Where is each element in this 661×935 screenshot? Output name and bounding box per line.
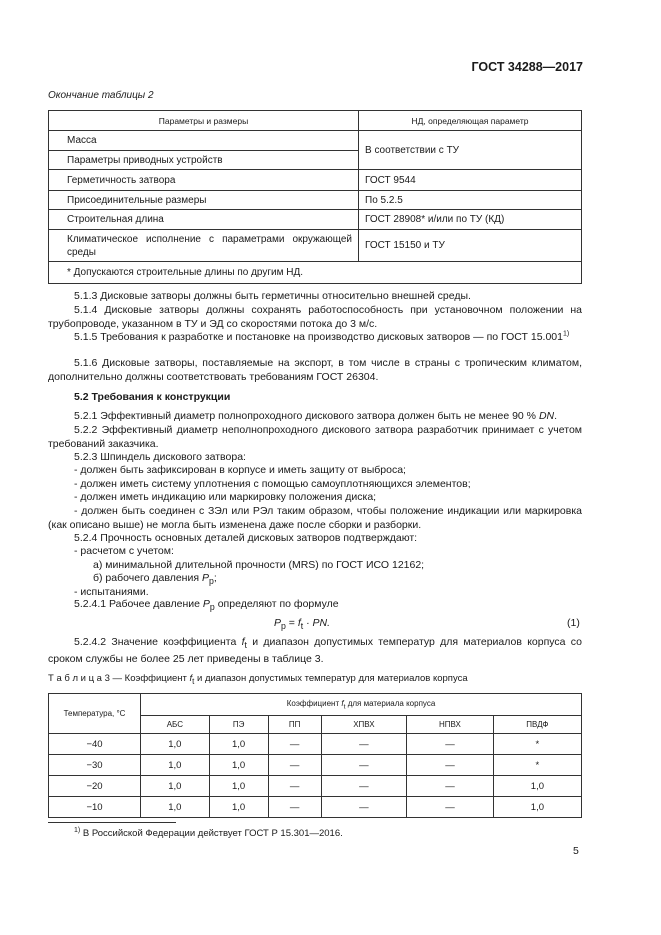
paragraph-5-2-4-1: 5.2.4.1 Рабочее давление $P_р$ определяют по формуле bbox=[74, 598, 339, 613]
list-item: - должен быть зафиксирован в корпусе и иметь защиту от выброса; bbox=[74, 464, 406, 476]
nd-cell: По 5.2.5 bbox=[359, 191, 582, 210]
paragraph-5-1-5: 5.1.5 Требования к разработке и постановке на производство дисковых затворов — по ГОСТ 15.001$^{1)}$ bbox=[74, 330, 570, 343]
value-cell: 1,0 bbox=[209, 755, 268, 776]
page-footnote: $^{1)}$ В Российской Федерации действует ГОСТ Р 15.301—2016. bbox=[74, 826, 343, 839]
param-cell: Строительная длина bbox=[49, 210, 359, 230]
paragraph-5-2-3: 5.2.3 Шпиндель дискового затвора: bbox=[74, 451, 246, 463]
value-cell: — bbox=[321, 776, 406, 797]
value-cell: — bbox=[321, 797, 406, 818]
nd-cell: В соответствии с ТУ bbox=[359, 131, 582, 170]
footnote-ref: 1) bbox=[562, 330, 570, 338]
nd-cell: ГОСТ 28908* и/или по ТУ (КД) bbox=[359, 210, 582, 230]
value-cell: — bbox=[407, 776, 494, 797]
value-cell: * bbox=[493, 755, 581, 776]
paragraph-5-1-6: 5.1.6 Дисковые затворы, поставляемые на экспорт, в том числе в страны с тропическим климатом, дополнительно должны соответствовать требованиям ГОСТ 26304. bbox=[48, 357, 582, 383]
document-header: ГОСТ 34288—2017 bbox=[471, 60, 583, 74]
paragraph-5-1-3: 5.1.3 Дисковые затворы должны быть герметичны относительно внешней среды. bbox=[74, 290, 471, 302]
value-cell: — bbox=[407, 734, 494, 755]
list-item: - испытаниями. bbox=[74, 586, 149, 598]
value-cell: — bbox=[321, 755, 406, 776]
formula: $P_р = f_t$ · PN. bbox=[274, 617, 331, 632]
value-cell: — bbox=[268, 776, 321, 797]
page-number: 5 bbox=[573, 845, 579, 857]
table-2 bbox=[48, 110, 582, 284]
paragraph-5-2-4: 5.2.4 Прочность основных деталей дисковых затворов подтверждают: bbox=[74, 532, 418, 544]
value-cell: 1,0 bbox=[209, 734, 268, 755]
table-3 bbox=[48, 693, 582, 818]
temp-cell: −10 bbox=[49, 797, 141, 818]
material-header: ПВДФ bbox=[493, 716, 581, 734]
paragraph-5-2-1: 5.2.1 Эффективный диаметр полнопроходного дискового затвора должен быть не менее 90 % DN. bbox=[74, 410, 558, 422]
temp-cell: −30 bbox=[49, 755, 141, 776]
value-cell: 1,0 bbox=[209, 776, 268, 797]
value-cell: — bbox=[268, 755, 321, 776]
param-cell: Присоединительные размеры bbox=[49, 191, 359, 210]
list-item: - должен иметь индикацию или маркировку положения диска; bbox=[74, 491, 377, 503]
value-cell: — bbox=[268, 797, 321, 818]
value-cell: 1,0 bbox=[209, 797, 268, 818]
table-row bbox=[49, 734, 582, 755]
value-cell: — bbox=[407, 755, 494, 776]
value-cell: * bbox=[493, 734, 581, 755]
temp-cell: −40 bbox=[49, 734, 141, 755]
param-cell: Климатическое исполнение с параметрами окружающей среды bbox=[49, 230, 359, 262]
nd-cell: ГОСТ 15150 и ТУ bbox=[359, 230, 582, 262]
list-item: - должен быть соединен с ЗЭл или РЭл таким образом, чтобы положение индикации или маркировка (как описано выше) не могла быть изменена даже после сборки и разборки. bbox=[48, 505, 582, 531]
coefficient-header: Коэффициент $f_t$ для материала корпуса bbox=[141, 694, 582, 716]
param-cell: Масса bbox=[49, 131, 359, 151]
sub-list-item: б) рабочего давления $P_р$; bbox=[93, 572, 217, 587]
temp-cell: −20 bbox=[49, 776, 141, 797]
temperature-header: Температура, °С bbox=[49, 694, 141, 734]
table-3-caption: Т а б л и ц а 3 — Коэффициент $f_t$ и диапазон допустимых температур для материалов корпуса bbox=[48, 673, 468, 686]
paragraph-5-1-4: 5.1.4 Дисковые затворы должны сохранять работоспособность при установочном положении на трубопроводе, указанном в ТУ и ЭД со скоростями потока до 3 м/с. bbox=[48, 304, 582, 330]
value-cell: 1,0 bbox=[141, 776, 210, 797]
paragraph-5-2-2: 5.2.2 Эффективный диаметр неполнопроходного дискового затвора разработчик принимает с учетом требований заказчика. bbox=[48, 424, 582, 450]
param-cell: Параметры приводных устройств bbox=[49, 151, 359, 170]
material-header: АБС bbox=[141, 716, 210, 734]
table-continuation-label: Окончание таблицы 2 bbox=[48, 90, 154, 101]
nd-cell: ГОСТ 9544 bbox=[359, 170, 582, 191]
column-header: НД, определяющая параметр bbox=[359, 111, 582, 131]
value-cell: 1,0 bbox=[493, 797, 581, 818]
value-cell: — bbox=[268, 734, 321, 755]
column-header: Параметры и размеры bbox=[49, 111, 359, 131]
material-header: ПП bbox=[268, 716, 321, 734]
section-heading: 5.2 Требования к конструкции bbox=[74, 391, 231, 403]
footnote-separator bbox=[48, 822, 176, 823]
param-cell: Герметичность затвора bbox=[49, 170, 359, 191]
table-row bbox=[49, 755, 582, 776]
value-cell: 1,0 bbox=[493, 776, 581, 797]
value-cell: 1,0 bbox=[141, 734, 210, 755]
value-cell: 1,0 bbox=[141, 755, 210, 776]
material-header: ХПВХ bbox=[321, 716, 406, 734]
sub-list-item: а) минимальной длительной прочности (MRS) по ГОСТ ИСО 12162; bbox=[93, 559, 425, 571]
list-item: - расчетом с учетом: bbox=[74, 545, 174, 557]
table-footnote: * Допускаются строительные длины по другим НД. bbox=[49, 262, 582, 284]
paragraph-5-2-4-2: 5.2.4.2 Значение коэффициента $f_t$ и диапазон допустимых температур для материалов корпуса со сроком службы не более 25 лет приведены в таблице 3. bbox=[48, 636, 582, 665]
material-header: НПВХ bbox=[407, 716, 494, 734]
table-row bbox=[49, 797, 582, 818]
list-item: - должен иметь систему уплотнения с помощью самоуплотняющихся элементов; bbox=[74, 478, 471, 490]
material-header: ПЭ bbox=[209, 716, 268, 734]
table-row bbox=[49, 776, 582, 797]
value-cell: — bbox=[321, 734, 406, 755]
value-cell: — bbox=[407, 797, 494, 818]
value-cell: 1,0 bbox=[141, 797, 210, 818]
formula-number: (1) bbox=[567, 617, 580, 629]
